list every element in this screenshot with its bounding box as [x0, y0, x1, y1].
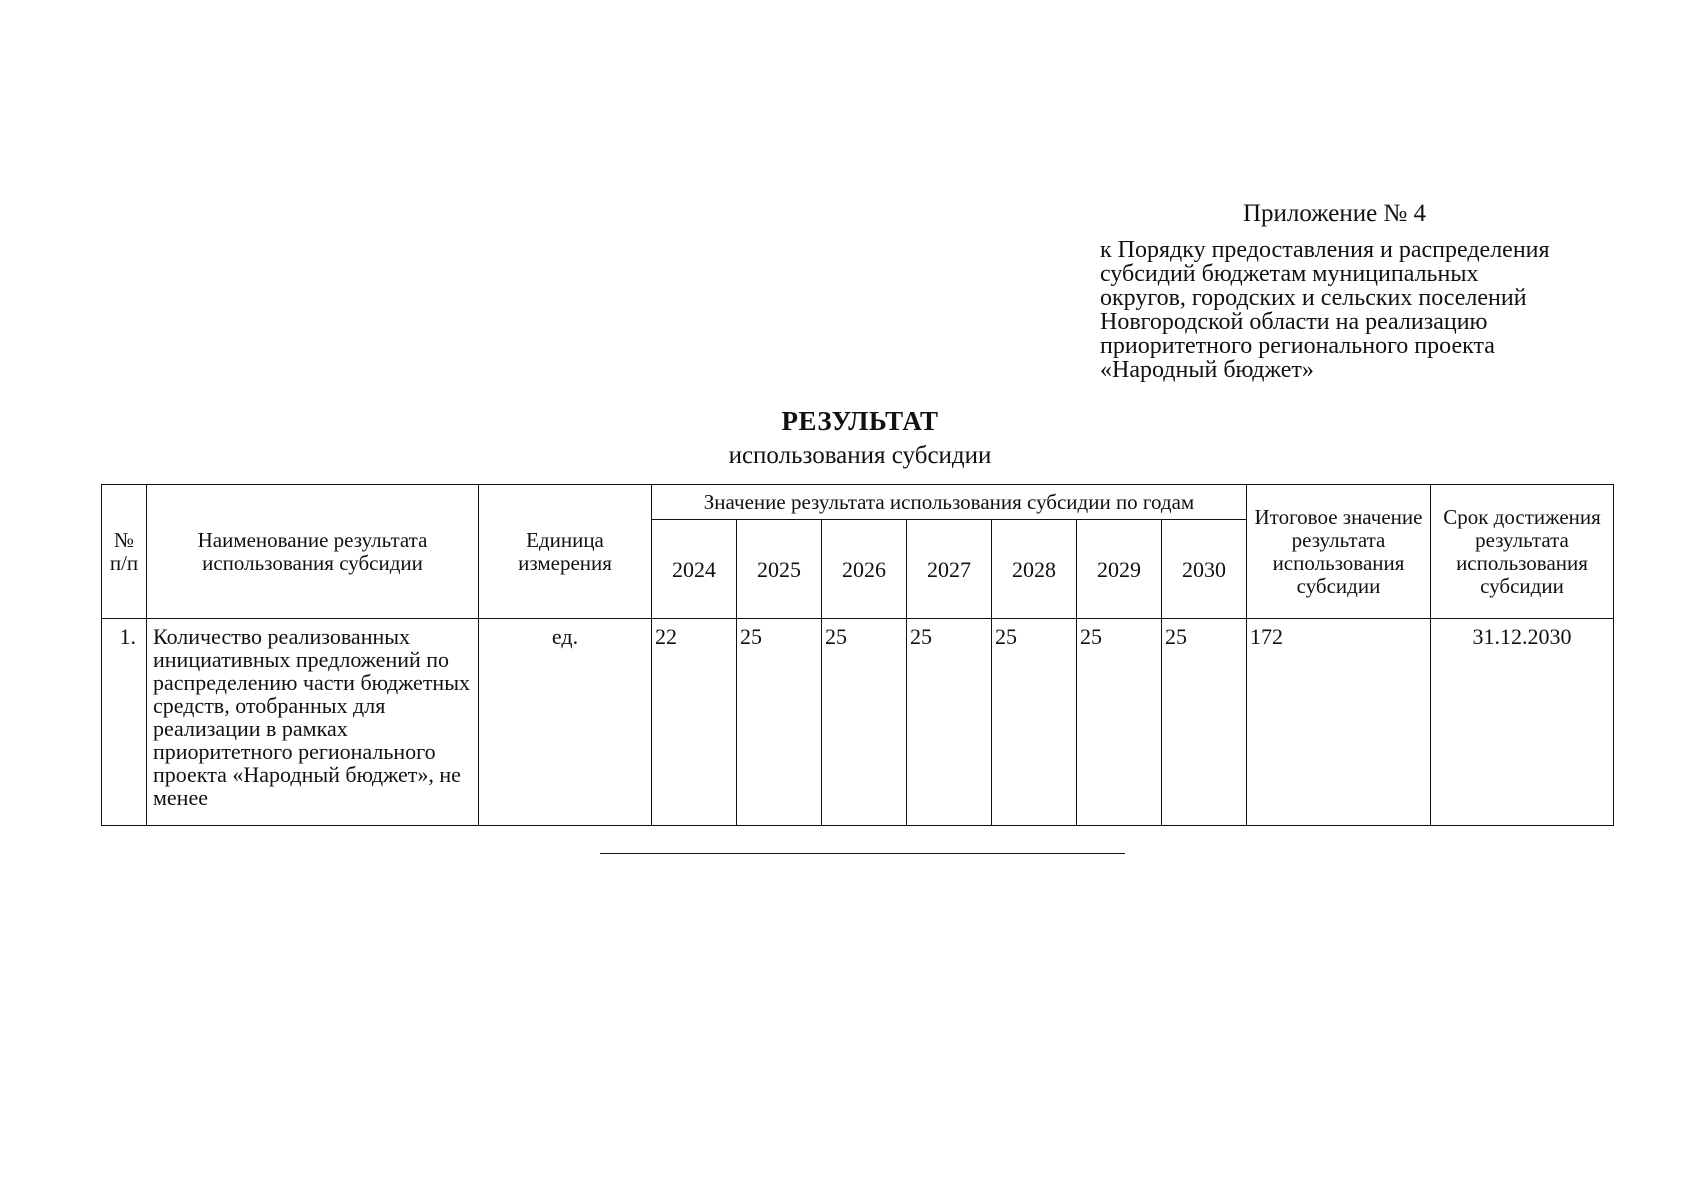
row-value-2028: 25 — [992, 619, 1077, 826]
result-table — [101, 484, 1614, 826]
row-deadline: 31.12.2030 — [1431, 619, 1614, 826]
header-total: Итоговое значение результата использования субсидии — [1247, 485, 1431, 619]
row-number: 1. — [102, 619, 147, 826]
row-name: Количество реализованных инициативных предложений по распределению части бюджетных средств, отобранных для реализации в рамках приоритетного регионального проекта «Народный бюджет», не менее — [147, 619, 479, 826]
header-row — [102, 485, 1614, 520]
document-subtitle: использования субсидии — [728, 442, 992, 469]
row-value-2029: 25 — [1077, 619, 1162, 826]
document-title-block — [560, 406, 1160, 470]
header-name: Наименование результата использования субсидии — [147, 485, 479, 619]
header-number: № п/п — [102, 485, 147, 619]
header-year-2025: 2025 — [737, 520, 822, 619]
appendix-title: Приложение № 4 — [1243, 200, 1427, 227]
row-total: 172 — [1247, 619, 1431, 826]
header-year-2029: 2029 — [1077, 520, 1162, 619]
table-row — [102, 619, 1614, 826]
header-deadline: Срок достижения результата использования субсидии — [1431, 485, 1614, 619]
appendix-block — [1100, 200, 1580, 382]
row-unit: ед. — [479, 619, 652, 826]
footer-divider — [600, 853, 1125, 854]
header-unit: Единица измерения — [479, 485, 652, 619]
appendix-text: к Порядку предоставления и распределения субсидий бюджетам муниципальных округов, городских и сельских поселений Новгородской области на реализацию приоритетного регионального проекта «Народный бюджет» — [1100, 237, 1550, 383]
document-title: РЕЗУЛЬТАТ — [781, 406, 939, 436]
row-value-2030: 25 — [1162, 619, 1247, 826]
header-year-2028: 2028 — [992, 520, 1077, 619]
header-year-2024: 2024 — [652, 520, 737, 619]
header-years-group: Значение результата использования субсидии по годам — [652, 485, 1247, 520]
header-year-2026: 2026 — [822, 520, 907, 619]
header-year-2030: 2030 — [1162, 520, 1247, 619]
row-value-2025: 25 — [737, 619, 822, 826]
row-value-2026: 25 — [822, 619, 907, 826]
row-value-2024: 22 — [652, 619, 737, 826]
row-value-2027: 25 — [907, 619, 992, 826]
header-year-2027: 2027 — [907, 520, 992, 619]
